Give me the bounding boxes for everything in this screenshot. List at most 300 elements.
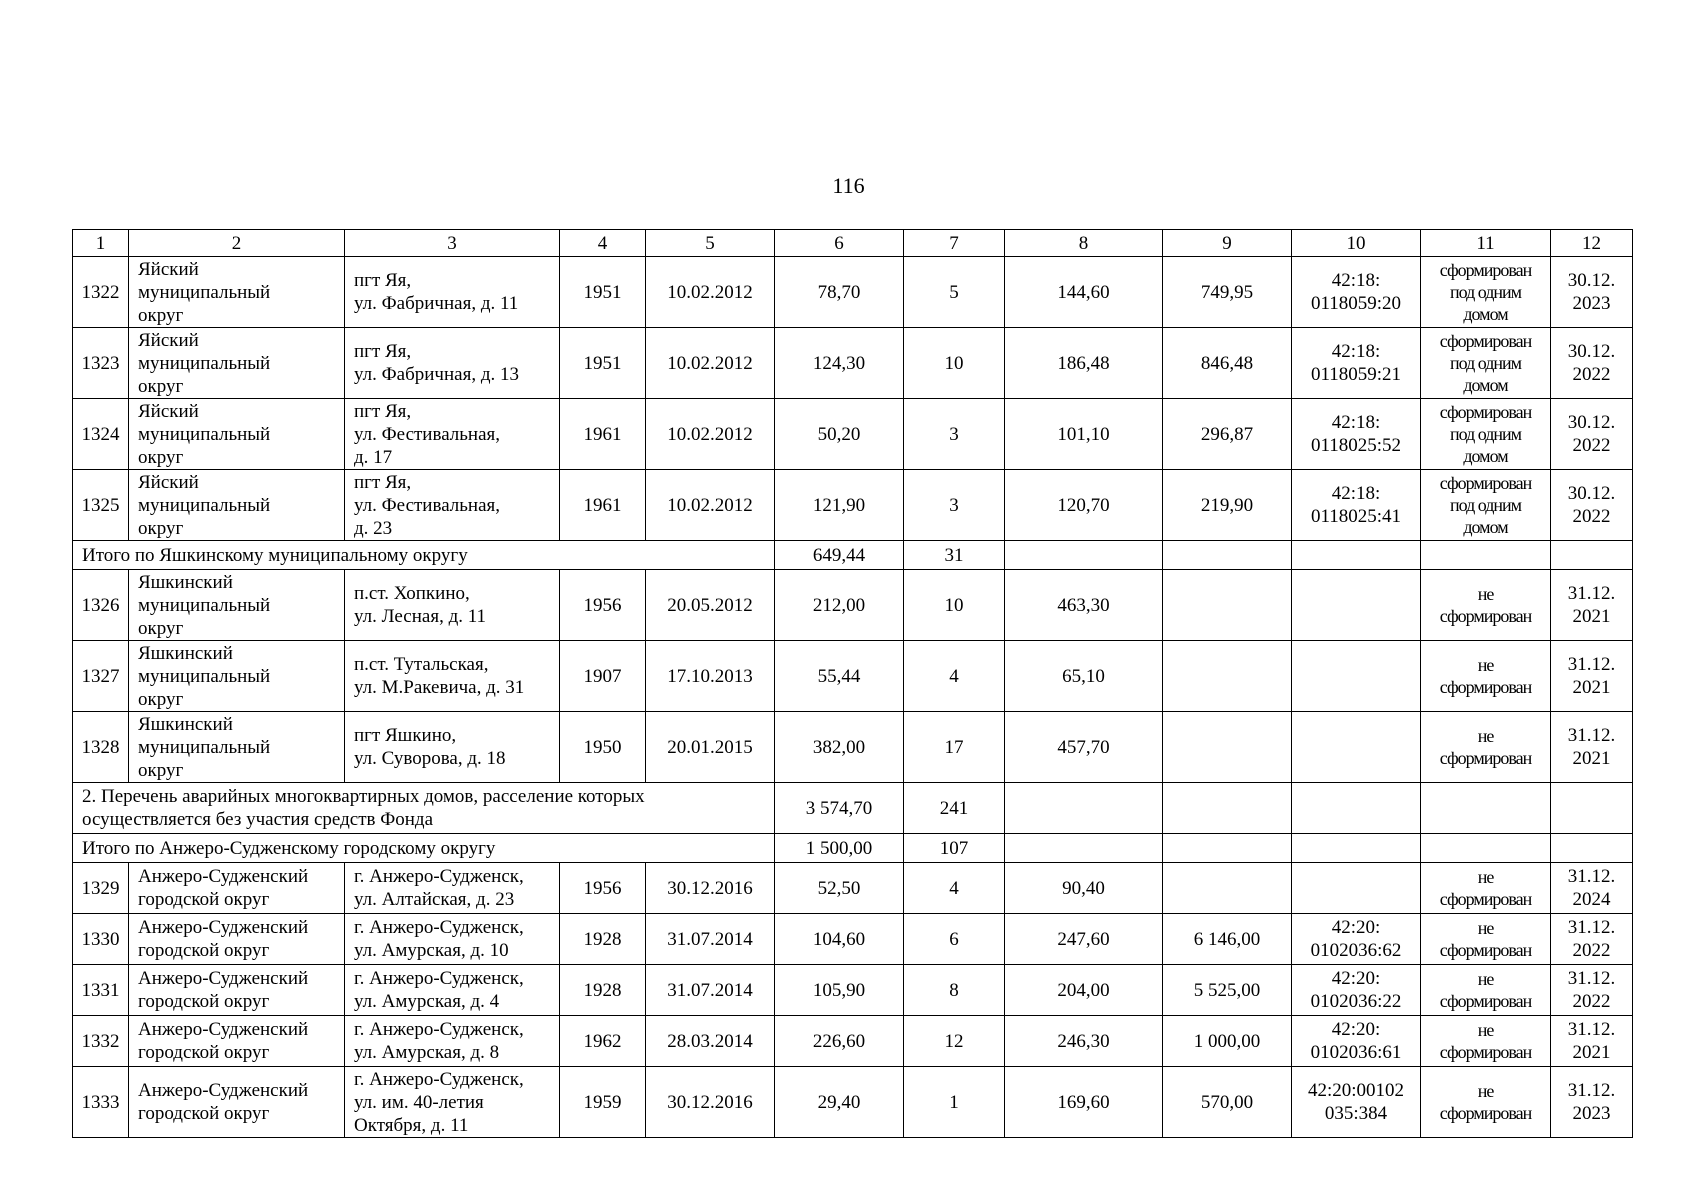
- municipality-cell-line: округ: [138, 517, 184, 539]
- deadline-cell-line: 31.12.: [1567, 968, 1616, 989]
- deadline-cell: [1551, 965, 1633, 1016]
- area-cell: 55,44: [775, 641, 904, 712]
- date-cell: 10.02.2012: [646, 328, 775, 399]
- cadastral-cell-line: 42:20:: [1331, 917, 1381, 938]
- residents-cell: 3: [904, 399, 1005, 470]
- total-area-sum: 649,44: [775, 541, 904, 570]
- land-status-cell-line: сформирован: [1439, 260, 1532, 280]
- municipality-cell-line: городской округ: [138, 1042, 270, 1063]
- date-cell: 17.10.2013: [646, 641, 775, 712]
- area-cell: 52,50: [775, 863, 904, 914]
- column-header: 11: [1421, 230, 1551, 257]
- cadastral-cell: [1292, 863, 1421, 914]
- address-cell-line: п.ст. Хопкино,: [354, 583, 470, 604]
- deadline-cell-line: 31.12.: [1567, 1019, 1616, 1040]
- address-cell-line: г. Анжеро-Судженск,: [354, 1019, 524, 1040]
- cadastral-cell-line: 42:20:00102: [1307, 1080, 1405, 1101]
- land-area-cell: 570,00: [1163, 1067, 1292, 1138]
- address-cell-line: ул. Фабричная, д. 11: [354, 293, 519, 314]
- municipality-cell-line: муниципальный: [138, 281, 271, 303]
- municipality-cell-line: Анжеро-Судженский: [138, 1080, 309, 1101]
- address-cell-line: ул. Фестивальная,: [354, 423, 501, 445]
- address-cell-line: ул. им. 40-летия: [354, 1091, 484, 1113]
- total-area-sum: 1 500,00: [775, 834, 904, 863]
- cadastral-cell-line: 0102036:22: [1310, 991, 1402, 1012]
- deadline-cell: [1551, 257, 1633, 328]
- land-status-cell-line: сформирован: [1439, 677, 1532, 697]
- table-row: [73, 257, 1633, 328]
- municipality-cell-line: муниципальный: [138, 352, 271, 374]
- housing-table: [72, 229, 1633, 1138]
- empty-cell: [1163, 783, 1292, 834]
- total-area-cell: 90,40: [1005, 863, 1163, 914]
- table-row: [73, 1016, 1633, 1067]
- year-cell: 1956: [560, 570, 646, 641]
- address-cell: [345, 399, 560, 470]
- area-cell: 121,90: [775, 470, 904, 541]
- total-area-cell: 144,60: [1005, 257, 1163, 328]
- land-status-cell: [1421, 257, 1551, 328]
- municipality-cell-line: муниципальный: [138, 494, 271, 516]
- municipality-cell-line: округ: [138, 759, 184, 781]
- date-cell: 30.12.2016: [646, 863, 775, 914]
- land-status-cell: [1421, 712, 1551, 783]
- municipality-cell-line: Анжеро-Судженский: [138, 968, 309, 989]
- column-header: 10: [1292, 230, 1421, 257]
- area-cell: 382,00: [775, 712, 904, 783]
- row-number: 1333: [73, 1067, 129, 1138]
- address-cell: [345, 570, 560, 641]
- land-status-cell-line: под одним: [1449, 495, 1522, 515]
- land-status-cell-line: сформирован: [1439, 402, 1532, 422]
- municipality-cell-line: Яшкинский: [138, 713, 233, 735]
- municipality-cell: [129, 328, 345, 399]
- cadastral-cell: [1292, 914, 1421, 965]
- address-cell: [345, 641, 560, 712]
- land-status-cell-line: не: [1477, 1081, 1494, 1101]
- year-cell: 1951: [560, 257, 646, 328]
- municipality-cell-line: Яйский: [138, 258, 199, 280]
- land-status-cell: [1421, 965, 1551, 1016]
- address-cell: [345, 470, 560, 541]
- cadastral-cell-line: 42:18:: [1331, 412, 1381, 433]
- deadline-cell: [1551, 1067, 1633, 1138]
- land-status-cell: [1421, 863, 1551, 914]
- total-area-cell: 246,30: [1005, 1016, 1163, 1067]
- cadastral-cell-line: 0118059:21: [1310, 364, 1402, 385]
- municipality-cell: [129, 470, 345, 541]
- total-residents-sum: 241: [904, 783, 1005, 834]
- area-cell: 78,70: [775, 257, 904, 328]
- year-cell: 1928: [560, 965, 646, 1016]
- area-cell: 50,20: [775, 399, 904, 470]
- land-status-cell: [1421, 470, 1551, 541]
- empty-cell: [1005, 541, 1163, 570]
- row-number: 1327: [73, 641, 129, 712]
- address-cell-line: Октября, д. 11: [354, 1114, 469, 1136]
- land-status-cell-line: под одним: [1449, 424, 1522, 444]
- date-cell: 20.05.2012: [646, 570, 775, 641]
- municipality-cell-line: муниципальный: [138, 423, 271, 445]
- cadastral-cell: [1292, 257, 1421, 328]
- address-cell: [345, 914, 560, 965]
- residents-cell: 1: [904, 1067, 1005, 1138]
- deadline-cell-line: 2022: [1572, 940, 1611, 961]
- deadline-cell-line: 31.12.: [1567, 866, 1616, 887]
- municipality-cell-line: муниципальный: [138, 736, 271, 758]
- address-cell-line: г. Анжеро-Судженск,: [354, 968, 524, 989]
- land-status-cell-line: под одним: [1449, 353, 1522, 373]
- municipality-cell: [129, 1016, 345, 1067]
- address-cell-line: пгт Яя,: [354, 270, 412, 291]
- land-status-cell-line: сформирован: [1439, 940, 1532, 960]
- address-cell: [345, 257, 560, 328]
- residents-cell: 17: [904, 712, 1005, 783]
- table-row: [73, 914, 1633, 965]
- total-label-line: Итого по Анжеро-Судженскому городскому округу: [82, 837, 496, 859]
- municipality-cell-line: Яйский: [138, 329, 199, 351]
- year-cell: 1951: [560, 328, 646, 399]
- area-cell: 124,30: [775, 328, 904, 399]
- column-header: 5: [646, 230, 775, 257]
- total-area-cell: 65,10: [1005, 641, 1163, 712]
- cadastral-cell-line: 42:18:: [1331, 270, 1381, 291]
- land-status-cell-line: не: [1477, 584, 1494, 604]
- empty-cell: [1421, 783, 1551, 834]
- municipality-cell-line: Анжеро-Судженский: [138, 866, 309, 887]
- empty-cell: [1005, 783, 1163, 834]
- land-area-cell: [1163, 863, 1292, 914]
- land-status-cell: [1421, 1067, 1551, 1138]
- area-cell: 212,00: [775, 570, 904, 641]
- municipality-cell-line: городской округ: [138, 991, 270, 1012]
- municipality-cell: [129, 641, 345, 712]
- residents-cell: 8: [904, 965, 1005, 1016]
- table-row: [73, 641, 1633, 712]
- cadastral-cell-line: 42:20:: [1331, 1019, 1381, 1040]
- row-number: 1323: [73, 328, 129, 399]
- date-cell: 30.12.2016: [646, 1067, 775, 1138]
- municipality-cell: [129, 1067, 345, 1138]
- row-number: 1329: [73, 863, 129, 914]
- empty-cell: [1551, 783, 1633, 834]
- municipality-cell-line: округ: [138, 304, 184, 326]
- deadline-cell-line: 2021: [1572, 606, 1611, 627]
- address-cell-line: пгт Яя,: [354, 341, 412, 362]
- municipality-cell: [129, 570, 345, 641]
- empty-cell: [1551, 834, 1633, 863]
- municipality-cell-line: округ: [138, 688, 184, 710]
- municipality-cell-line: округ: [138, 617, 184, 639]
- date-cell: 10.02.2012: [646, 470, 775, 541]
- row-number: 1324: [73, 399, 129, 470]
- address-cell: [345, 1016, 560, 1067]
- municipality-cell: [129, 914, 345, 965]
- address-cell-line: г. Анжеро-Судженск,: [354, 917, 524, 938]
- cadastral-cell-line: 0118025:41: [1310, 506, 1402, 527]
- land-status-cell-line: сформирован: [1439, 473, 1532, 493]
- deadline-cell: [1551, 470, 1633, 541]
- municipality-cell-line: муниципальный: [138, 665, 271, 687]
- municipality-cell-line: городской округ: [138, 1103, 270, 1124]
- column-header: 8: [1005, 230, 1163, 257]
- land-area-cell: 749,95: [1163, 257, 1292, 328]
- address-cell-line: пгт Яшкино,: [354, 725, 457, 746]
- address-cell-line: п.ст. Тутальская,: [354, 654, 489, 675]
- cadastral-cell-line: 0118025:52: [1310, 435, 1402, 456]
- land-area-cell: 846,48: [1163, 328, 1292, 399]
- land-status-cell-line: домом: [1463, 304, 1508, 324]
- total-area-cell: 204,00: [1005, 965, 1163, 1016]
- land-area-cell: [1163, 712, 1292, 783]
- date-cell: 31.07.2014: [646, 965, 775, 1016]
- address-cell-line: пгт Яя,: [354, 400, 412, 422]
- empty-cell: [1292, 834, 1421, 863]
- empty-cell: [1551, 541, 1633, 570]
- land-status-cell: [1421, 399, 1551, 470]
- total-label: [73, 834, 775, 863]
- municipality-cell-line: муниципальный: [138, 594, 271, 616]
- year-cell: 1962: [560, 1016, 646, 1067]
- deadline-cell-line: 2023: [1572, 293, 1611, 314]
- total-residents-sum: 31: [904, 541, 1005, 570]
- date-cell: 10.02.2012: [646, 257, 775, 328]
- cadastral-cell-line: 0102036:62: [1310, 940, 1402, 961]
- municipality-cell-line: округ: [138, 446, 184, 468]
- cadastral-cell: [1292, 965, 1421, 1016]
- deadline-cell: [1551, 641, 1633, 712]
- municipality-cell: [129, 965, 345, 1016]
- column-number-row: [73, 230, 1633, 257]
- year-cell: 1956: [560, 863, 646, 914]
- deadline-cell: [1551, 328, 1633, 399]
- row-number: 1331: [73, 965, 129, 1016]
- cadastral-cell-line: 42:18:: [1331, 341, 1381, 362]
- column-header: 6: [775, 230, 904, 257]
- deadline-cell-line: 2022: [1572, 991, 1611, 1012]
- deadline-cell-line: 2023: [1572, 1103, 1611, 1124]
- total-row: [73, 541, 1633, 570]
- deadline-cell-line: 2021: [1572, 677, 1611, 698]
- page-number: 116: [832, 173, 865, 198]
- municipality-cell: [129, 257, 345, 328]
- empty-cell: [1163, 541, 1292, 570]
- land-status-cell-line: под одним: [1449, 282, 1522, 302]
- deadline-cell-line: 2022: [1572, 435, 1611, 456]
- deadline-cell-line: 2022: [1572, 364, 1611, 385]
- cadastral-cell: [1292, 1016, 1421, 1067]
- land-area-cell: 6 146,00: [1163, 914, 1292, 965]
- date-cell: 28.03.2014: [646, 1016, 775, 1067]
- cadastral-cell-line: 0118059:20: [1310, 293, 1402, 314]
- table-row: [73, 399, 1633, 470]
- residents-cell: 3: [904, 470, 1005, 541]
- empty-cell: [1292, 783, 1421, 834]
- residents-cell: 5: [904, 257, 1005, 328]
- total-label-line: Итого по Яшкинскому муниципальному округу: [82, 544, 468, 566]
- land-area-cell: 219,90: [1163, 470, 1292, 541]
- deadline-cell: [1551, 914, 1633, 965]
- municipality-cell-line: Яйский: [138, 400, 199, 422]
- address-cell-line: г. Анжеро-Судженск,: [354, 866, 524, 887]
- total-area-cell: 186,48: [1005, 328, 1163, 399]
- table-row: [73, 863, 1633, 914]
- column-header: 9: [1163, 230, 1292, 257]
- address-cell: [345, 712, 560, 783]
- deadline-cell-line: 31.12.: [1567, 917, 1616, 938]
- cadastral-cell: [1292, 712, 1421, 783]
- empty-cell: [1163, 834, 1292, 863]
- cadastral-cell: [1292, 641, 1421, 712]
- land-status-cell-line: не: [1477, 918, 1494, 938]
- land-area-cell: 5 525,00: [1163, 965, 1292, 1016]
- land-status-cell-line: домом: [1463, 517, 1508, 537]
- address-cell: [345, 328, 560, 399]
- total-label-line: 2. Перечень аварийных многоквартирных домов, расселение которых: [82, 786, 645, 807]
- municipality-cell-line: округ: [138, 375, 184, 397]
- year-cell: 1959: [560, 1067, 646, 1138]
- address-cell-line: ул. Фестивальная,: [354, 494, 501, 516]
- deadline-cell-line: 30.12.: [1567, 412, 1616, 433]
- residents-cell: 4: [904, 863, 1005, 914]
- empty-cell: [1292, 541, 1421, 570]
- column-header: 12: [1551, 230, 1633, 257]
- deadline-cell-line: 31.12.: [1567, 725, 1616, 746]
- area-cell: 226,60: [775, 1016, 904, 1067]
- address-cell-line: пгт Яя,: [354, 471, 412, 493]
- municipality-cell-line: Яшкинский: [138, 571, 233, 593]
- land-status-cell-line: не: [1477, 655, 1494, 675]
- address-cell-line: г. Анжеро-Судженск,: [354, 1068, 524, 1090]
- land-status-cell-line: сформирован: [1439, 991, 1532, 1011]
- column-header: 1: [73, 230, 129, 257]
- residents-cell: 6: [904, 914, 1005, 965]
- municipality-cell-line: Яйский: [138, 471, 199, 493]
- cadastral-cell-line: 42:20:: [1331, 968, 1381, 989]
- column-header: 2: [129, 230, 345, 257]
- year-cell: 1961: [560, 399, 646, 470]
- deadline-cell-line: 2024: [1572, 889, 1611, 910]
- land-status-cell: [1421, 328, 1551, 399]
- year-cell: 1907: [560, 641, 646, 712]
- address-cell-line: д. 17: [354, 446, 393, 468]
- municipality-cell-line: Яшкинский: [138, 642, 233, 664]
- table-row: [73, 712, 1633, 783]
- table-row: [73, 570, 1633, 641]
- total-row: [73, 834, 1633, 863]
- municipality-cell-line: Анжеро-Судженский: [138, 917, 309, 938]
- total-area-cell: 169,60: [1005, 1067, 1163, 1138]
- deadline-cell-line: 31.12.: [1567, 1080, 1616, 1101]
- address-cell-line: ул. Лесная, д. 11: [354, 606, 487, 627]
- address-cell-line: ул. Амурская, д. 8: [354, 1042, 500, 1063]
- year-cell: 1950: [560, 712, 646, 783]
- address-cell: [345, 965, 560, 1016]
- address-cell-line: ул. Алтайская, д. 23: [354, 889, 515, 910]
- row-number: 1326: [73, 570, 129, 641]
- deadline-cell-line: 2021: [1572, 748, 1611, 769]
- deadline-cell: [1551, 712, 1633, 783]
- total-area-cell: 101,10: [1005, 399, 1163, 470]
- deadline-cell-line: 2021: [1572, 1042, 1611, 1063]
- total-area-cell: 120,70: [1005, 470, 1163, 541]
- deadline-cell-line: 2022: [1572, 506, 1611, 527]
- column-header: 4: [560, 230, 646, 257]
- row-number: 1332: [73, 1016, 129, 1067]
- land-status-cell-line: не: [1477, 867, 1494, 887]
- land-area-cell: [1163, 570, 1292, 641]
- row-number: 1325: [73, 470, 129, 541]
- land-status-cell-line: сформирован: [1439, 606, 1532, 626]
- empty-cell: [1005, 834, 1163, 863]
- address-cell-line: ул. Суворова, д. 18: [354, 748, 506, 769]
- empty-cell: [1421, 834, 1551, 863]
- municipality-cell: [129, 863, 345, 914]
- cadastral-cell: [1292, 328, 1421, 399]
- cadastral-cell-line: 42:18:: [1331, 483, 1381, 504]
- total-area-cell: 457,70: [1005, 712, 1163, 783]
- year-cell: 1928: [560, 914, 646, 965]
- land-status-cell-line: домом: [1463, 375, 1508, 395]
- address-cell-line: ул. Амурская, д. 10: [354, 940, 509, 961]
- municipality-cell-line: Анжеро-Судженский: [138, 1019, 309, 1040]
- total-label-line: осуществляется без участия средств Фонда: [82, 809, 433, 830]
- residents-cell: 10: [904, 570, 1005, 641]
- column-header: 3: [345, 230, 560, 257]
- land-area-cell: 1 000,00: [1163, 1016, 1292, 1067]
- land-status-cell-line: не: [1477, 1020, 1494, 1040]
- land-status-cell-line: не: [1477, 969, 1494, 989]
- total-residents-sum: 107: [904, 834, 1005, 863]
- cadastral-cell: [1292, 1067, 1421, 1138]
- residents-cell: 4: [904, 641, 1005, 712]
- total-label: [73, 783, 775, 834]
- land-status-cell-line: сформирован: [1439, 1103, 1532, 1123]
- deadline-cell-line: 30.12.: [1567, 341, 1616, 362]
- municipality-cell-line: городской округ: [138, 940, 270, 961]
- land-area-cell: [1163, 641, 1292, 712]
- land-status-cell: [1421, 570, 1551, 641]
- date-cell: 10.02.2012: [646, 399, 775, 470]
- address-cell-line: ул. Амурская, д. 4: [354, 991, 500, 1012]
- cadastral-cell-line: 035:384: [1324, 1103, 1388, 1124]
- date-cell: 20.01.2015: [646, 712, 775, 783]
- cadastral-cell-line: 0102036:61: [1310, 1042, 1402, 1063]
- land-area-cell: 296,87: [1163, 399, 1292, 470]
- area-cell: 104,60: [775, 914, 904, 965]
- total-label: [73, 541, 775, 570]
- land-status-cell-line: сформирован: [1439, 331, 1532, 351]
- land-status-cell: [1421, 1016, 1551, 1067]
- table-row: [73, 328, 1633, 399]
- total-row: [73, 783, 1633, 834]
- deadline-cell-line: 30.12.: [1567, 483, 1616, 504]
- deadline-cell-line: 31.12.: [1567, 583, 1616, 604]
- land-status-cell: [1421, 914, 1551, 965]
- land-status-cell-line: сформирован: [1439, 748, 1532, 768]
- deadline-cell: [1551, 863, 1633, 914]
- empty-cell: [1421, 541, 1551, 570]
- date-cell: 31.07.2014: [646, 914, 775, 965]
- deadline-cell-line: 30.12.: [1567, 270, 1616, 291]
- land-status-cell-line: домом: [1463, 446, 1508, 466]
- land-status-cell-line: сформирован: [1439, 889, 1532, 909]
- land-status-cell-line: не: [1477, 726, 1494, 746]
- row-number: 1330: [73, 914, 129, 965]
- address-cell-line: ул. М.Ракевича, д. 31: [354, 677, 525, 698]
- deadline-cell: [1551, 570, 1633, 641]
- land-status-cell: [1421, 641, 1551, 712]
